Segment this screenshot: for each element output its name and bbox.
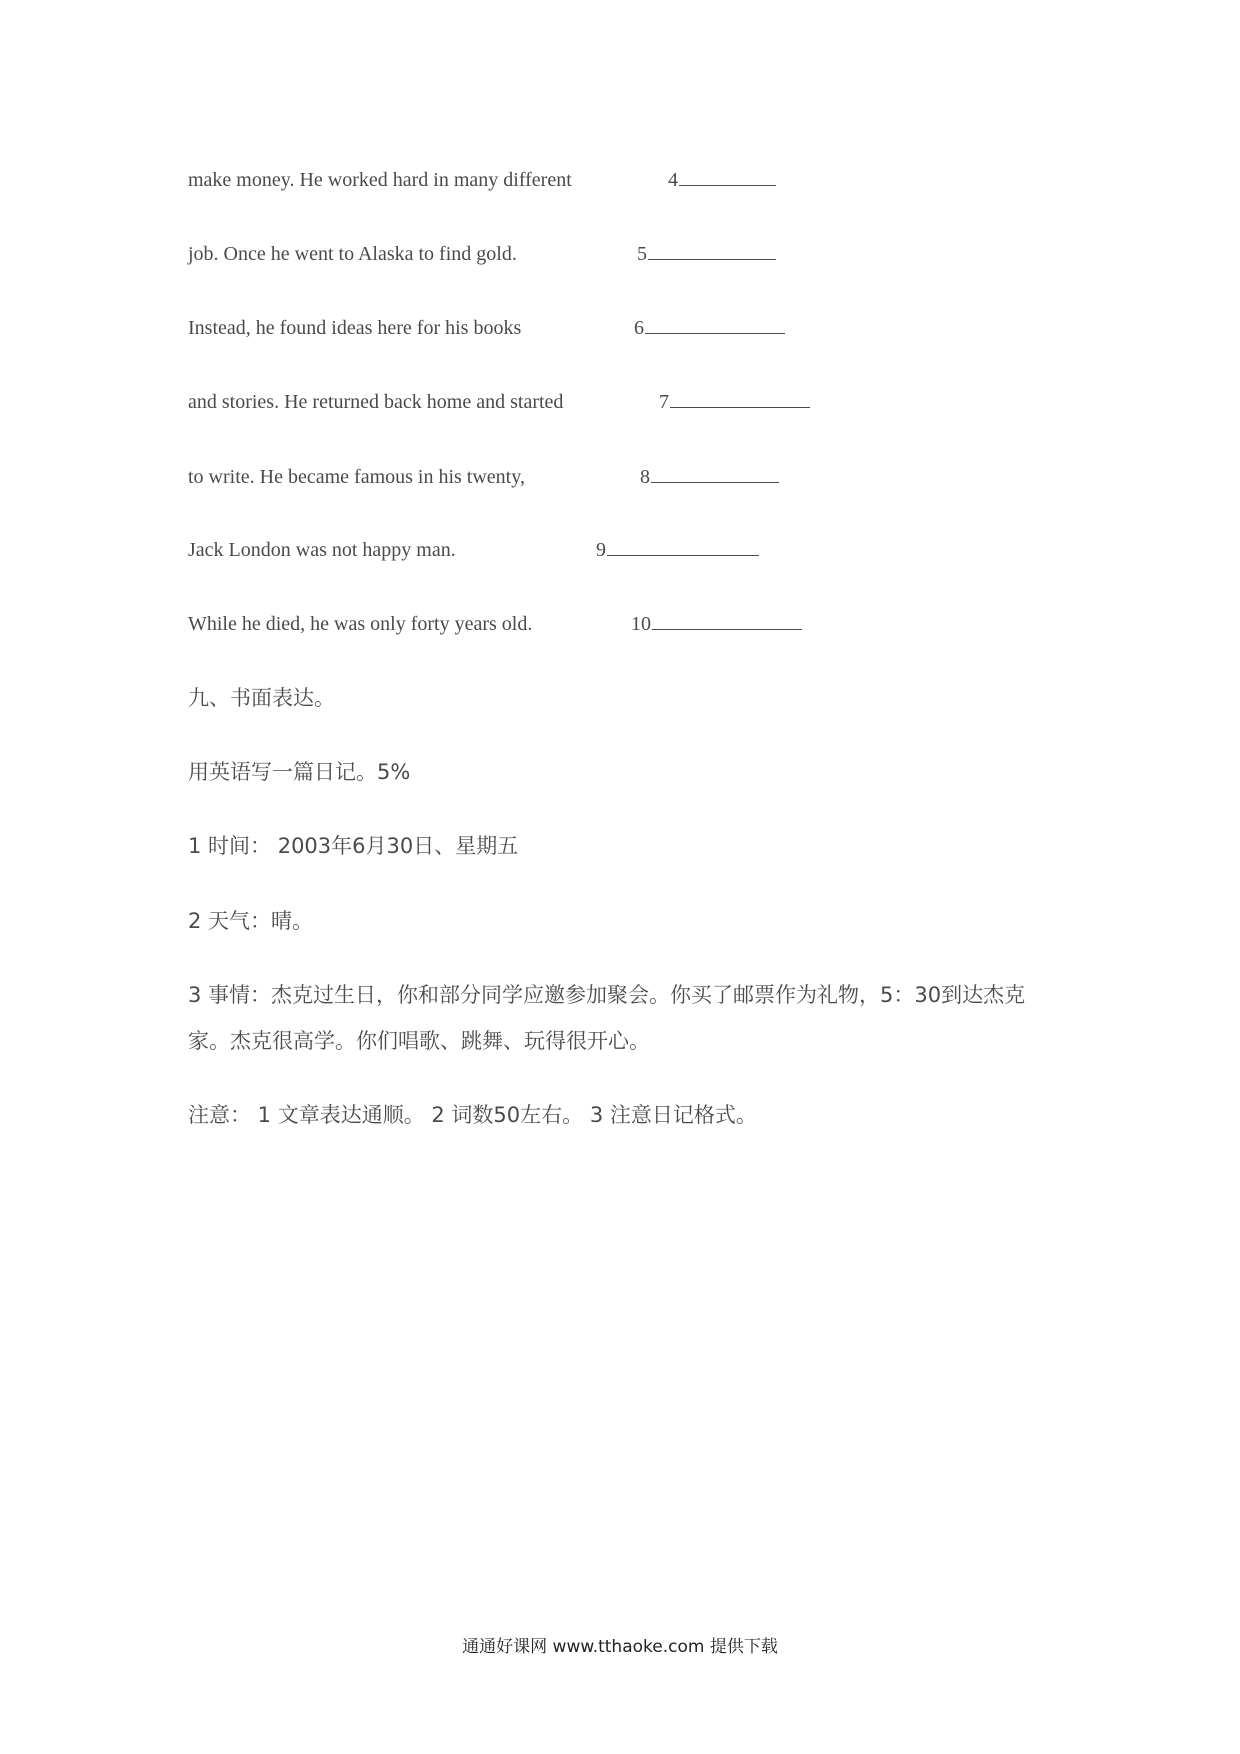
section-heading: 九、书面表达。: [188, 686, 335, 710]
requirement-weather: 2 天气：晴。: [188, 909, 314, 933]
requirement-event-line1: 3 事情：杰克过生日，你和部分同学应邀参加聚会。你买了邮票作为礼物，5：30到达杰克: [188, 983, 1026, 1007]
answer-blank-7[interactable]: [659, 388, 810, 416]
answer-blank-9[interactable]: [596, 536, 759, 564]
passage-line-6: Instead, he found ideas here for his books: [188, 317, 522, 339]
writing-instruction: 用英语写一篇日记。5%: [188, 760, 411, 784]
passage-line-4: make money. He worked hard in many different: [188, 169, 572, 191]
answer-number: 7: [659, 391, 669, 413]
page-footer: 通通好课网 www.tthaoke.com 提供下载: [462, 1637, 778, 1657]
answer-number: 4: [668, 169, 678, 191]
answer-number: 8: [640, 466, 650, 488]
answer-blank-10[interactable]: [631, 610, 802, 638]
writing-notes: 注意： 1 文章表达通顺。 2 词数50左右。 3 注意日记格式。: [188, 1103, 757, 1127]
answer-blank-6[interactable]: [634, 314, 785, 342]
passage-line-10: While he died, he was only forty years old.: [188, 613, 533, 635]
answer-number: 10: [631, 613, 651, 635]
answer-number: 6: [634, 317, 644, 339]
answer-blank-4[interactable]: [668, 166, 776, 194]
passage-line-9: Jack London was not happy man.: [188, 539, 456, 561]
answer-blank-8[interactable]: [640, 463, 779, 491]
requirement-time: 1 时间： 2003年6月30日、星期五: [188, 834, 519, 858]
passage-line-8: to write. He became famous in his twenty,: [188, 466, 525, 488]
requirement-event-line2: 家。杰克很高学。你们唱歌、跳舞、玩得很开心。: [188, 1029, 650, 1053]
passage-line-7: and stories. He returned back home and started: [188, 391, 564, 413]
answer-number: 5: [637, 243, 647, 265]
passage-line-5: job. Once he went to Alaska to find gold.: [188, 243, 517, 265]
answer-blank-5[interactable]: [637, 240, 776, 268]
answer-number: 9: [596, 539, 606, 561]
